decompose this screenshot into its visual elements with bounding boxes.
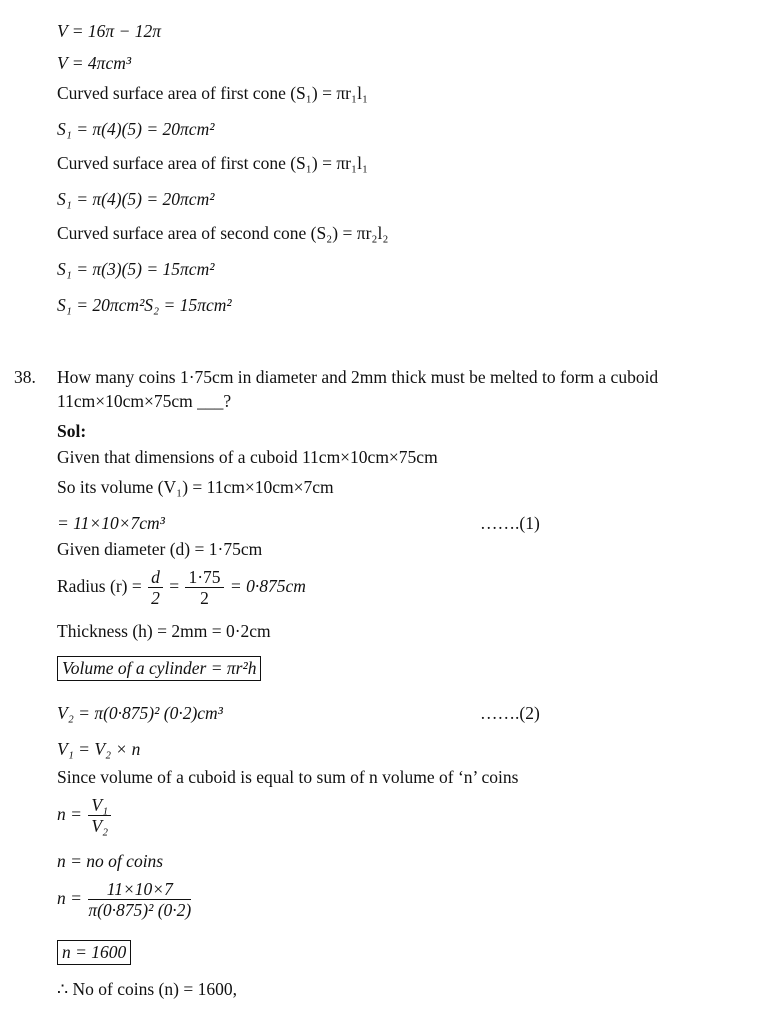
fraction [88, 879, 191, 920]
equation-line: V₁ = V₂ × n [57, 739, 141, 759]
equation-reference: …….(2) [480, 703, 540, 723]
denominator: V₂ [91, 816, 109, 837]
equation-reference: …….(1) [480, 513, 540, 533]
denominator: 2 [151, 588, 160, 609]
numerator: 11×10×7 [88, 879, 191, 900]
radius-equation: Radius (r) = $\frac{d}{2}$ = $\frac{1\cdot 75}{2}$ = 0·875cm [57, 567, 306, 609]
formula-box [57, 656, 261, 681]
n-equation [57, 792, 113, 836]
radius-label: Radius (r) = [57, 576, 142, 596]
text-line: Curved surface area of second cone (S₂) = πr₂l₂ [57, 223, 389, 243]
conclusion-line: ∴ No of coins (n) = 1600, [57, 979, 237, 999]
equation-line: S₁ = π(4)(5) = 20πcm² [57, 119, 215, 139]
boxed-formula: Volume of a cylinder = πr²h [57, 656, 261, 681]
question-number: 38. [14, 367, 36, 387]
boxed-answer: n = 1600 [57, 940, 131, 965]
text-line: Since volume of a cuboid is equal to sum of n volume of ‘n’ coins [57, 767, 519, 787]
equation-line: S₁ = 20πcm²S₂ = 15πcm² [57, 295, 232, 315]
question-text: 11cm×10cm×75cm ___? [57, 391, 232, 411]
lhs: n = [57, 804, 82, 824]
text-line: Thickness (h) = 2mm = 0·2cm [57, 621, 271, 641]
answer-box [57, 940, 131, 965]
text-line: Curved surface area of first cone (S₁) = πr₁l₁ [57, 83, 369, 103]
lhs: n = [57, 888, 82, 908]
numerator: 1·75 [185, 567, 223, 588]
denominator: 2 [200, 588, 209, 609]
fraction [88, 795, 111, 836]
fraction [185, 567, 223, 608]
question-text: How many coins 1·75cm in diameter and 2mm thick must be melted to form a cuboid [57, 367, 659, 387]
n-equation [57, 876, 193, 920]
numerator: d [148, 567, 163, 588]
fraction [148, 567, 163, 608]
radius-result: = 0·875cm [229, 576, 306, 596]
text-line: Curved surface area of first cone (S₁) = πr₁l₁ [57, 153, 369, 173]
equation-line: V₂ = π(0·875)² (0·2)cm³ [57, 703, 223, 723]
equation-line: S₁ = π(4)(5) = 20πcm² [57, 189, 215, 209]
numerator: V₁ [88, 795, 111, 816]
equation-line: V = 4πcm³ [57, 53, 132, 73]
equation-line: n = no of coins [57, 851, 164, 871]
equation-line: S₁ = π(3)(5) = 15πcm² [57, 259, 215, 279]
text-line: Given that dimensions of a cuboid 11cm×10cm×75cm [57, 447, 438, 467]
denominator: π(0·875)² (0·2) [88, 900, 192, 921]
equation-line: V = 16π − 12π [57, 21, 162, 41]
solution-label: Sol: [57, 421, 87, 441]
equation-line: = 11×10×7cm³ [57, 513, 165, 533]
text-line: So its volume (V₁) = 11cm×10cm×7cm [57, 477, 334, 497]
text-line: Given diameter (d) = 1·75cm [57, 539, 263, 559]
